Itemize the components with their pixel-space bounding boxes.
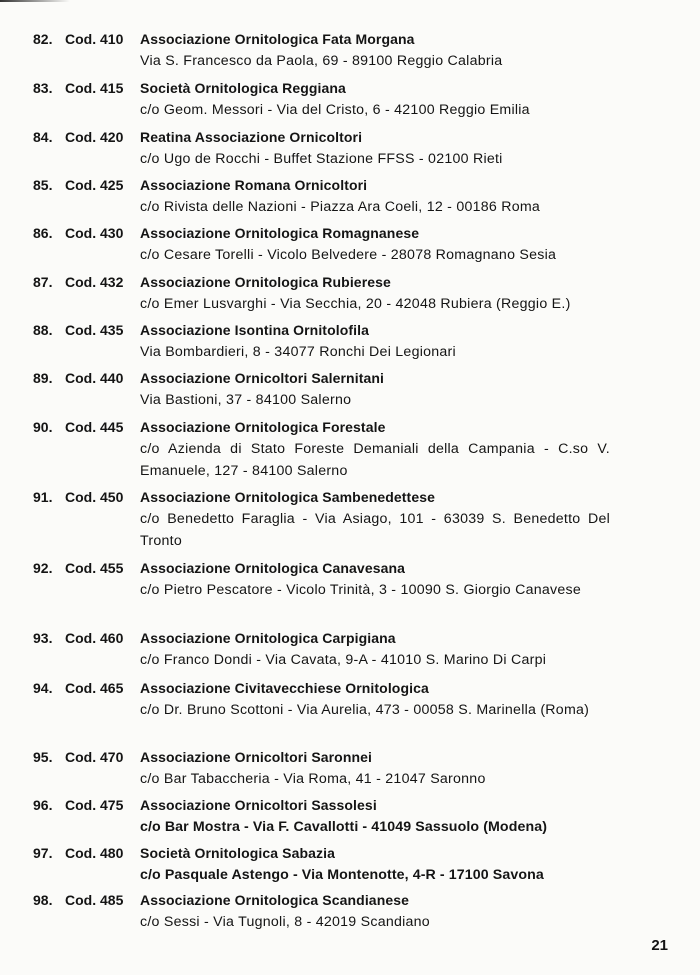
entry-number: 86. [33, 225, 53, 241]
entry-number: 82. [33, 31, 53, 47]
entry-86 [0, 222, 700, 266]
entry-name: Associazione Ornicoltori Sassolesi [140, 797, 377, 813]
entry-name: Associazione Ornitologica Canavesana [140, 560, 406, 576]
entry-address: c/o Azienda di Stato Foreste Demaniali della Campania - C.so V. Emanuele, 127 - 84100 Salerno [140, 441, 610, 479]
entry-90 [0, 416, 700, 482]
entry-name: Società Ornitologica Sabazia [140, 845, 335, 861]
entry-89 [0, 367, 700, 411]
entry-address: Via S. Francesco da Paola, 69 - 89100 Reggio Calabria [140, 53, 503, 69]
entry-88 [0, 319, 700, 363]
entry-92 [0, 557, 700, 601]
entry-name: Associazione Isontina Ornitolofila [140, 322, 369, 338]
entry-address: c/o Rivista delle Nazioni - Piazza Ara Coeli, 12 - 00186 Roma [140, 199, 541, 215]
entry-97 [0, 842, 700, 886]
entry-address: c/o Bar Tabaccheria - Via Roma, 41 - 21047 Saronno [140, 771, 486, 787]
entry-code: Cod. 450 [65, 489, 124, 505]
entry-name: Associazione Ornitologica Romagnanese [140, 225, 420, 241]
entry-number: 96. [33, 797, 53, 813]
entry-name: Associazione Ornicoltori Saronnei [140, 749, 373, 765]
entry-number: 97. [33, 845, 53, 861]
entry-number: 92. [33, 560, 53, 576]
entry-code: Cod. 485 [65, 892, 124, 908]
entry-number: 88. [33, 322, 53, 338]
entry-number: 94. [33, 680, 53, 696]
entry-84 [0, 126, 700, 170]
entry-name: Associazione Ornicoltori Salernitani [140, 370, 384, 386]
entry-83 [0, 77, 700, 121]
entry-name: Associazione Ornitologica Scandianese [140, 892, 410, 908]
entry-code: Cod. 435 [65, 322, 124, 338]
entry-name: Associazione Ornitologica Sambenedettese [140, 489, 435, 505]
entry-address: Via Bombardieri, 8 - 34077 Ronchi Dei Legionari [140, 344, 456, 360]
entry-code: Cod. 440 [65, 370, 124, 386]
entry-address: c/o Sessi - Via Tugnoli, 8 - 42019 Scandiano [140, 914, 430, 930]
entry-address: Via Bastioni, 37 - 84100 Salerno [140, 392, 352, 408]
entry-name: Associazione Romana Ornicoltori [140, 177, 368, 193]
entry-address: c/o Cesare Torelli - Vicolo Belvedere - 28078 Romagnano Sesia [140, 247, 557, 263]
entry-code: Cod. 465 [65, 680, 124, 696]
entry-code: Cod. 460 [65, 630, 124, 646]
entry-name: Associazione Ornitologica Forestale [140, 419, 386, 435]
entry-number: 95. [33, 749, 53, 765]
entry-address: c/o Pietro Pescatore - Vicolo Trinità, 3 - 10090 S. Giorgio Canavese [140, 582, 582, 598]
entry-code: Cod. 470 [65, 749, 124, 765]
entry-82 [0, 28, 700, 72]
entry-name: Associazione Ornitologica Fata Morgana [140, 31, 415, 47]
entry-code: Cod. 430 [65, 225, 124, 241]
entry-code: Cod. 455 [65, 560, 124, 576]
entry-code: Cod. 475 [65, 797, 124, 813]
entry-number: 90. [33, 419, 53, 435]
entry-number: 93. [33, 630, 53, 646]
entry-code: Cod. 415 [65, 80, 124, 96]
entry-85 [0, 174, 700, 218]
entry-code: Cod. 432 [65, 274, 124, 290]
entry-number: 89. [33, 370, 53, 386]
entry-address: c/o Emer Lusvarghi - Via Secchia, 20 - 42048 Rubiera (Reggio E.) [140, 296, 571, 312]
entry-code: Cod. 420 [65, 129, 124, 145]
entry-address: c/o Dr. Bruno Scottoni - Via Aurelia, 473 - 00058 S. Marinella (Roma) [140, 702, 590, 718]
entry-name: Associazione Ornitologica Rubierese [140, 274, 391, 290]
entry-code: Cod. 410 [65, 31, 124, 47]
entry-name: Società Ornitologica Reggiana [140, 80, 346, 96]
entry-name: Associazione Ornitologica Carpigiana [140, 630, 396, 646]
entry-number: 91. [33, 489, 53, 505]
entry-address: c/o Benedetto Faraglia - Via Asiago, 101 - 63039 S. Benedetto Del Tronto [140, 511, 610, 549]
entry-95 [0, 746, 700, 790]
entry-address: c/o Franco Dondi - Via Cavata, 9-A - 41010 S. Marino Di Carpi [140, 652, 547, 668]
entry-number: 84. [33, 129, 53, 145]
entry-87 [0, 271, 700, 315]
entry-address: c/o Ugo de Rocchi - Buffet Stazione FFSS - 02100 Rieti [140, 151, 503, 167]
entry-name: Reatina Associazione Ornicoltori [140, 129, 363, 145]
entry-98 [0, 889, 700, 933]
entry-number: 83. [33, 80, 53, 96]
entry-number: 87. [33, 274, 53, 290]
entry-code: Cod. 425 [65, 177, 124, 193]
entry-number: 98. [33, 892, 53, 908]
entry-address: c/o Bar Mostra - Via F. Cavallotti - 41049 Sassuolo (Modena) [140, 819, 548, 835]
entry-name: Associazione Civitavecchiese Ornitologica [140, 680, 429, 696]
page-number: 21 [651, 937, 668, 954]
entry-code: Cod. 445 [65, 419, 124, 435]
entry-number: 85. [33, 177, 53, 193]
entry-address: c/o Pasquale Astengo - Via Montenotte, 4-R - 17100 Savona [140, 867, 544, 883]
entry-91 [0, 486, 700, 552]
entry-96 [0, 794, 700, 838]
entry-address: c/o Geom. Messori - Via del Cristo, 6 - 42100 Reggio Emilia [140, 102, 530, 118]
entry-93 [0, 627, 700, 671]
entry-94 [0, 677, 700, 721]
entry-code: Cod. 480 [65, 845, 124, 861]
